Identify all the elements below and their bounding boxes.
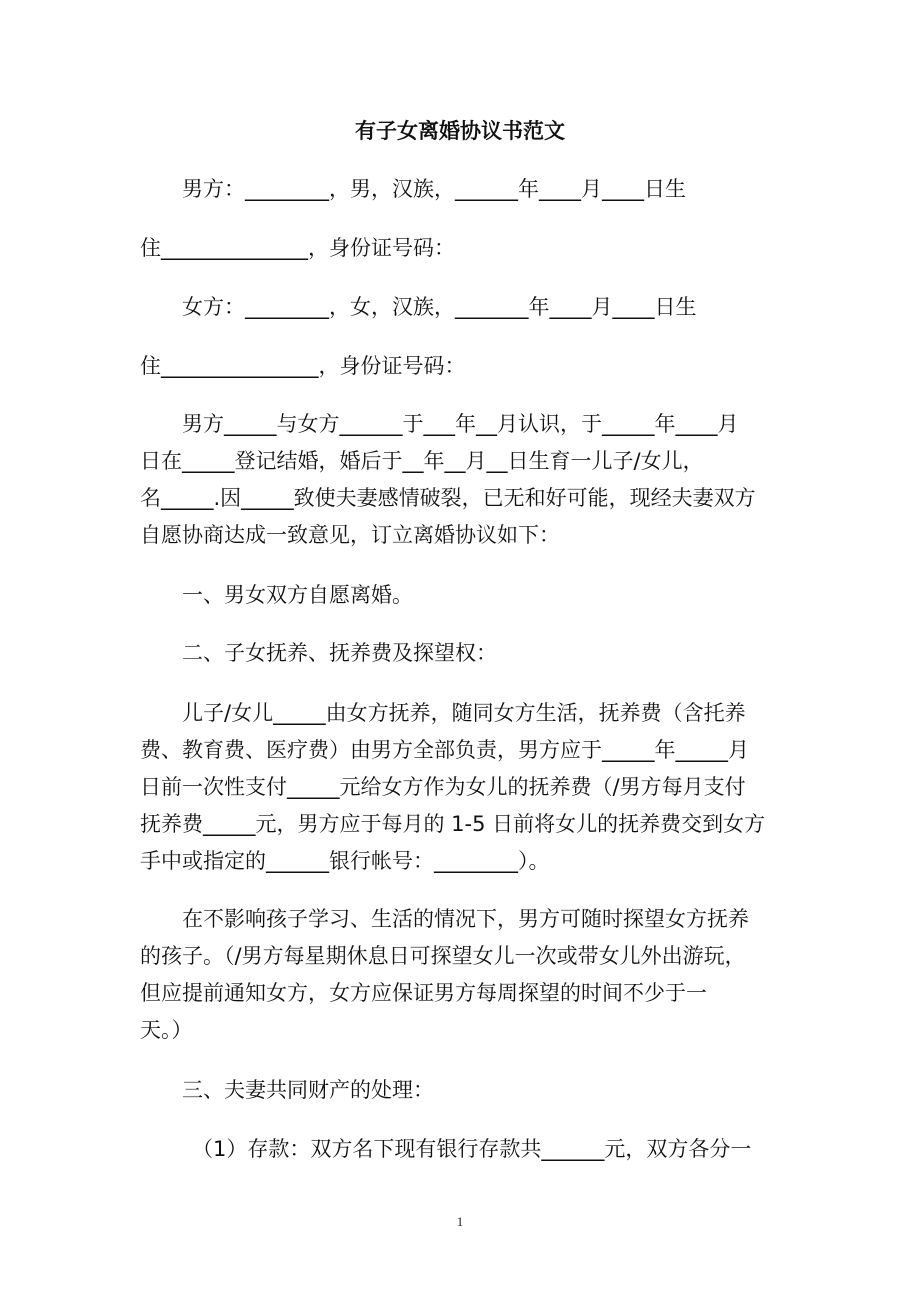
paragraph-line: 费、教育费、医疗费）由男方全部负责，男方应于_____年_____月	[140, 738, 749, 762]
paragraph-line: （1）存款：双方名下现有银行存款共______元，双方各分一	[192, 1137, 752, 1161]
paragraph-line: 日在_____登记结婚，婚后于__年__月__日生育一儿子/女儿，	[140, 449, 704, 473]
paragraph-line: 住_______________，身份证号码：	[140, 354, 466, 378]
document-title: 有子女离婚协议书范文	[355, 119, 565, 143]
paragraph-line: 儿子/女儿_____由女方抚养，随同女方生活，抚养费（含托养	[182, 701, 746, 725]
paragraph-line: 名_____.因_____致使夫妻感情破裂，已无和好可能，现经夫妻双方	[140, 486, 756, 510]
section-heading: 三、夫妻共同财产的处理：	[182, 1078, 434, 1102]
paragraph-line: 手中或指定的______银行帐号：________）。	[140, 849, 550, 873]
section-heading: 一、男女双方自愿离婚。	[182, 583, 413, 607]
paragraph-line: 自愿协商达成一致意见，订立离婚协议如下：	[140, 523, 560, 547]
paragraph-line: 但应提前通知女方，女方应保证男方每周探望的时间不少于一	[140, 981, 707, 1005]
page-number: 1	[456, 1214, 464, 1229]
paragraph-line: 住______________，身份证号码：	[140, 236, 455, 260]
paragraph-line: 抚养费_____元，男方应于每月的 1-5 日前将女儿的抚养费交到女方	[140, 812, 766, 836]
paragraph-line: 男方：________，男，汉族，______年____月____日生	[182, 177, 686, 201]
section-heading: 二、子女抚养、抚养费及探望权：	[182, 641, 497, 665]
paragraph-line: 男方_____与女方______于___年__月认识，于_____年____月	[182, 412, 739, 436]
paragraph-line: 在不影响孩子学习、生活的情况下，男方可随时探望女方抚养	[182, 907, 749, 931]
paragraph-line: 天。）	[140, 1018, 193, 1042]
paragraph-line: 的孩子。（/男方每星期休息日可探望女儿一次或带女儿外出游玩，	[140, 944, 746, 968]
paragraph-line: 日前一次性支付_____元给女方作为女儿的抚养费（/男方每月支付	[140, 775, 746, 799]
paragraph-line: 女方：________，女，汉族，_______年____月____日生	[182, 295, 697, 319]
